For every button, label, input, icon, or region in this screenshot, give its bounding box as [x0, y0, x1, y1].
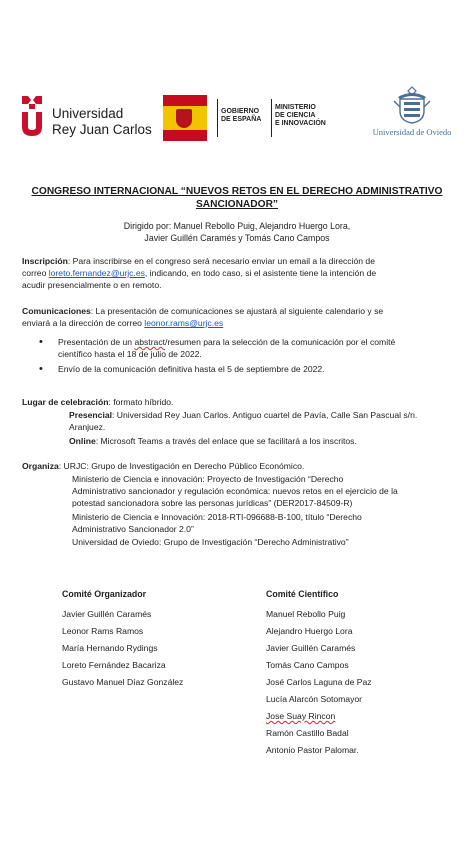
oviedo-logo: [362, 85, 462, 145]
communications-paragraph: Comunicaciones: La presentación de comunicaciones se ajustará al siguiente calendario y se enviará a la dirección de correo leonor.rams@urjc.es: [22, 306, 384, 328]
gobierno-logo: [163, 95, 333, 141]
scientific-committee-title: Comité Científico: [266, 589, 339, 599]
urjc-name-line-2: Rey Juan Carlos: [52, 122, 152, 137]
organizing-member: Gustavo Manuel Díaz González: [62, 677, 184, 687]
scientific-member: Manuel Rebollo Puig: [266, 609, 346, 619]
communications-email-link[interactable]: leonor.rams@urjc.es: [144, 317, 224, 328]
scientific-member: Tomás Cano Campos: [266, 660, 349, 670]
organizing-member: Javier Guillén Caramés: [62, 609, 152, 619]
spain-coat-of-arms-icon: [163, 95, 207, 141]
inscription-email-link[interactable]: loreto.fernandez@urjc.es: [48, 267, 145, 278]
bullet-abstract: Presentación de un abstract/resumen para la selección de la comunicación por el comité científico hasta el 18 de julio de 2022.: [58, 337, 396, 359]
scientific-member: Alejandro Huergo Lora: [266, 626, 353, 636]
gobierno-text: GOBIERNO DE ESPAÑA: [221, 108, 262, 123]
urjc-name: [52, 106, 152, 138]
organizing-member: Leonor Rams Ramos: [62, 626, 144, 636]
organiza-label: Organiza: [22, 461, 59, 471]
organiza-oviedo: Universidad de Oviedo: Grupo de Investigación “Derecho Administrativo”: [72, 537, 349, 547]
bullet-icon: •: [39, 363, 43, 375]
scientific-member: Antonio Pastor Palomar.: [266, 745, 359, 755]
urjc-name-line-1: Universidad: [52, 106, 124, 121]
urjc-logo-icon: [20, 96, 44, 136]
organizing-member: María Hernando Rydings: [62, 643, 158, 653]
oviedo-crest-icon: [390, 85, 434, 125]
organiza-ministerio-1: Ministerio de Ciencia e innovación: Proyecto de Investigación “Derecho Administrativo sancionador y regulación económica: nuevos retos en el ejercicio de la potestad sancionadora sobre las personas jurídicas” (DER2017-84509-R): [72, 474, 398, 508]
directed-by: Dirigido por: Manuel Rebollo Puig, Alejandro Huergo Lora, Javier Guillén Caramés y Tomás Cano Campos: [123, 221, 351, 243]
bullet-final: Envío de la comunicación definitiva hasta el 5 de septiembre de 2022.: [58, 364, 325, 374]
bullet-icon: •: [39, 336, 43, 348]
inscription-label: Inscripción: [22, 256, 68, 266]
scientific-member: Javier Guillén Caramés: [266, 643, 356, 653]
header-logos: [0, 0, 474, 150]
scientific-member: Ramón Castillo Badal: [266, 728, 349, 738]
organizing-member: Loreto Fernández Bacariza: [62, 660, 166, 670]
organiza-paragraph: Organiza: URJC: Grupo de Investigación en Derecho Público Económico.: [22, 461, 305, 471]
communications-label: Comunicaciones: [22, 306, 91, 316]
inscription-paragraph: Inscripción: Para inscribirse en el congreso será necesario enviar un email a la dirección de correo loreto.fernandez@urjc.es, indicando, en todo caso, si el asistente tiene la intención de acudir presencialmente o en remoto.: [22, 256, 377, 290]
venue-presencial: Presencial: Universidad Rey Juan Carlos. Antiguo cuartel de Pavía, Calle San Pascual s/n. Aranjuez.: [69, 410, 418, 432]
oviedo-name: Universidad de Oviedo: [372, 127, 452, 137]
venue-label: Lugar de celebración: [22, 397, 109, 407]
scientific-member: José Carlos Laguna de Paz: [266, 677, 372, 687]
venue-paragraph: Lugar de celebración: formato híbrido.: [22, 397, 174, 407]
ministerio-text: MINISTERIO DE CIENCIA E INNOVACIÓN: [275, 104, 326, 127]
organizing-committee-title: Comité Organizador: [62, 589, 147, 599]
venue-online: Online: Microsoft Teams a través del enlace que se facilitará a los inscritos.: [69, 436, 357, 446]
scientific-member: Jose Suay Rincon: [266, 711, 336, 721]
congress-title: CONGRESO INTERNACIONAL “NUEVOS RETOS EN EL DERECHO ADMINISTRATIVO SANCIONADOR”: [31, 186, 443, 210]
organiza-ministerio-2: Ministerio de Ciencia e Innovación: 2018-RTI-096688-B-100, título “Derecho Administrativo Sancionador 2.0”: [72, 512, 362, 534]
scientific-member: Lucía Alarcón Sotomayor: [266, 694, 363, 704]
